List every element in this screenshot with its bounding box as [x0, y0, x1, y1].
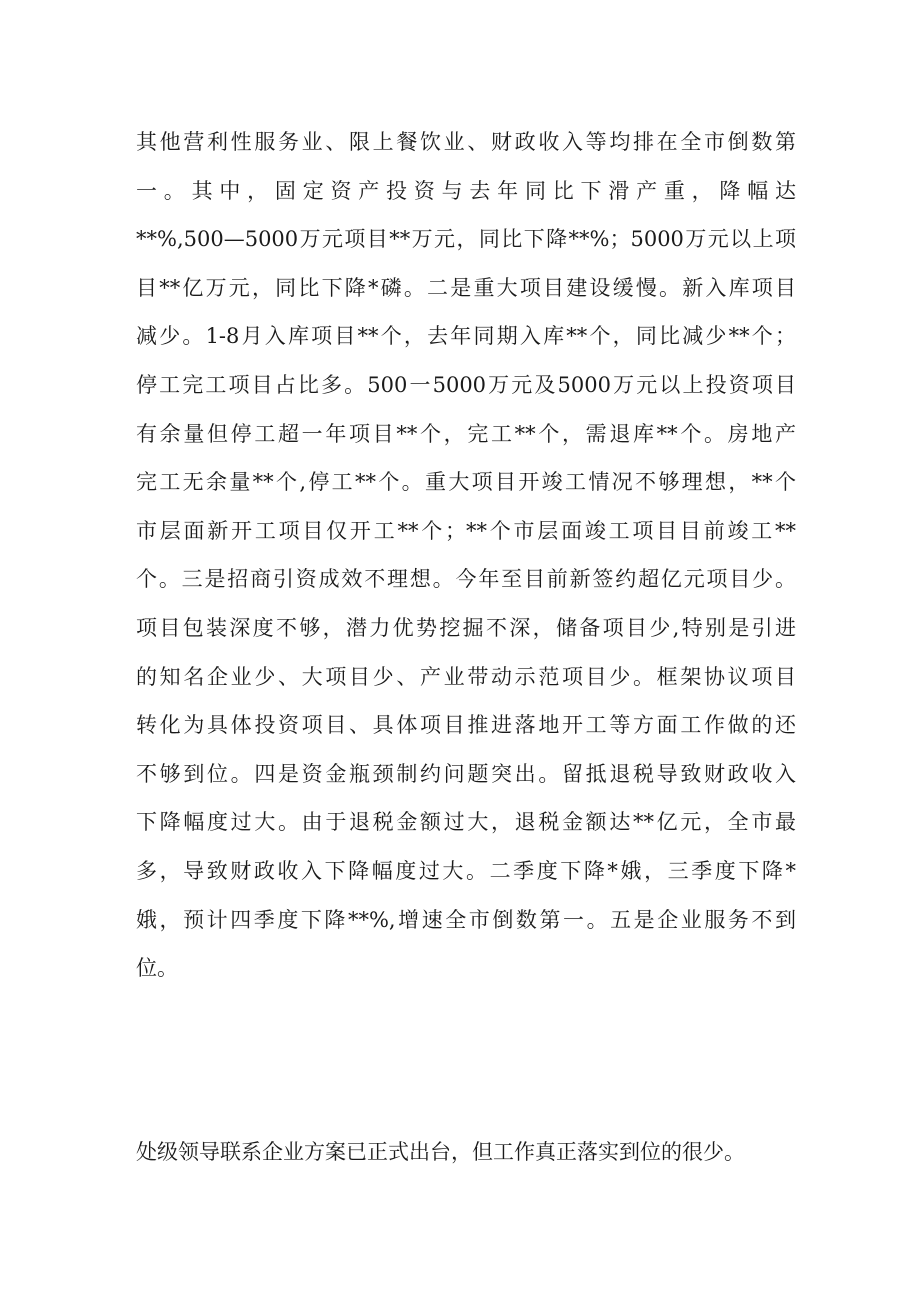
text-line: 位。	[136, 956, 178, 981]
text-line: 有余量但停工超一年项目**个，完工**个，需退库**个。房地产	[136, 421, 796, 446]
text-line: 市层面新开工项目仅开工**个；**个市层面竣工项目目前竣工**	[136, 518, 796, 543]
text-line: 的知名企业少、大项目少、产业带动示范项目少。框架协议项目	[136, 664, 796, 689]
text-line: 下降幅度过大。由于退税金额过大，退税金额达**亿元，全市最	[136, 810, 796, 835]
paragraph-secondary	[136, 1128, 816, 1177]
text-line: 多，导致财政收入下降幅度过大。二季度下降*娥，三季度下降*	[136, 858, 796, 883]
text-line: 目**亿万元，同比下降*磷。二是重大项目建设缓慢。新入库项目	[136, 275, 796, 300]
text-line: 完工无余量**个,停工**个。重大项目开竣工情况不够理想，**个	[136, 470, 796, 495]
text-line: 减少。1-8月入库项目**个，去年同期入库**个，同比减少**个；	[136, 324, 796, 349]
text-line: 不够到位。四是资金瓶颈制约问题突出。留抵退税导致财政收入	[136, 761, 796, 786]
text-line: 转化为具体投资项目、具体项目推进落地开工等方面工作做的还	[136, 713, 796, 738]
text-line: 个。三是招商引资成效不理想。今年至目前新签约超亿元项目少。	[136, 567, 796, 592]
text-line: 停工完工项目占比多。500一5000万元及5000万元以上投资项目	[136, 372, 796, 397]
text-line: **%,500—5000万元项目**万元，同比下降**%；5000万元以上项	[136, 227, 796, 252]
text-line: 娥，预计四季度下降**%,增速全市倒数第一。五是企业服务不到	[136, 907, 796, 932]
text-line: 处级领导联系企业方案已正式出台，但工作真正落实到位的很少。	[136, 1140, 745, 1164]
paragraph-main	[136, 118, 796, 993]
text-line: 一。其中，固定资产投资与去年同比下滑产重，降幅达	[136, 178, 796, 203]
text-line: 其他营利性服务业、限上餐饮业、财政收入等均排在全市倒数第	[136, 130, 796, 154]
text-line: 项目包装深度不够，潜力优势挖掘不深，储备项目少,特别是引进	[136, 615, 796, 640]
